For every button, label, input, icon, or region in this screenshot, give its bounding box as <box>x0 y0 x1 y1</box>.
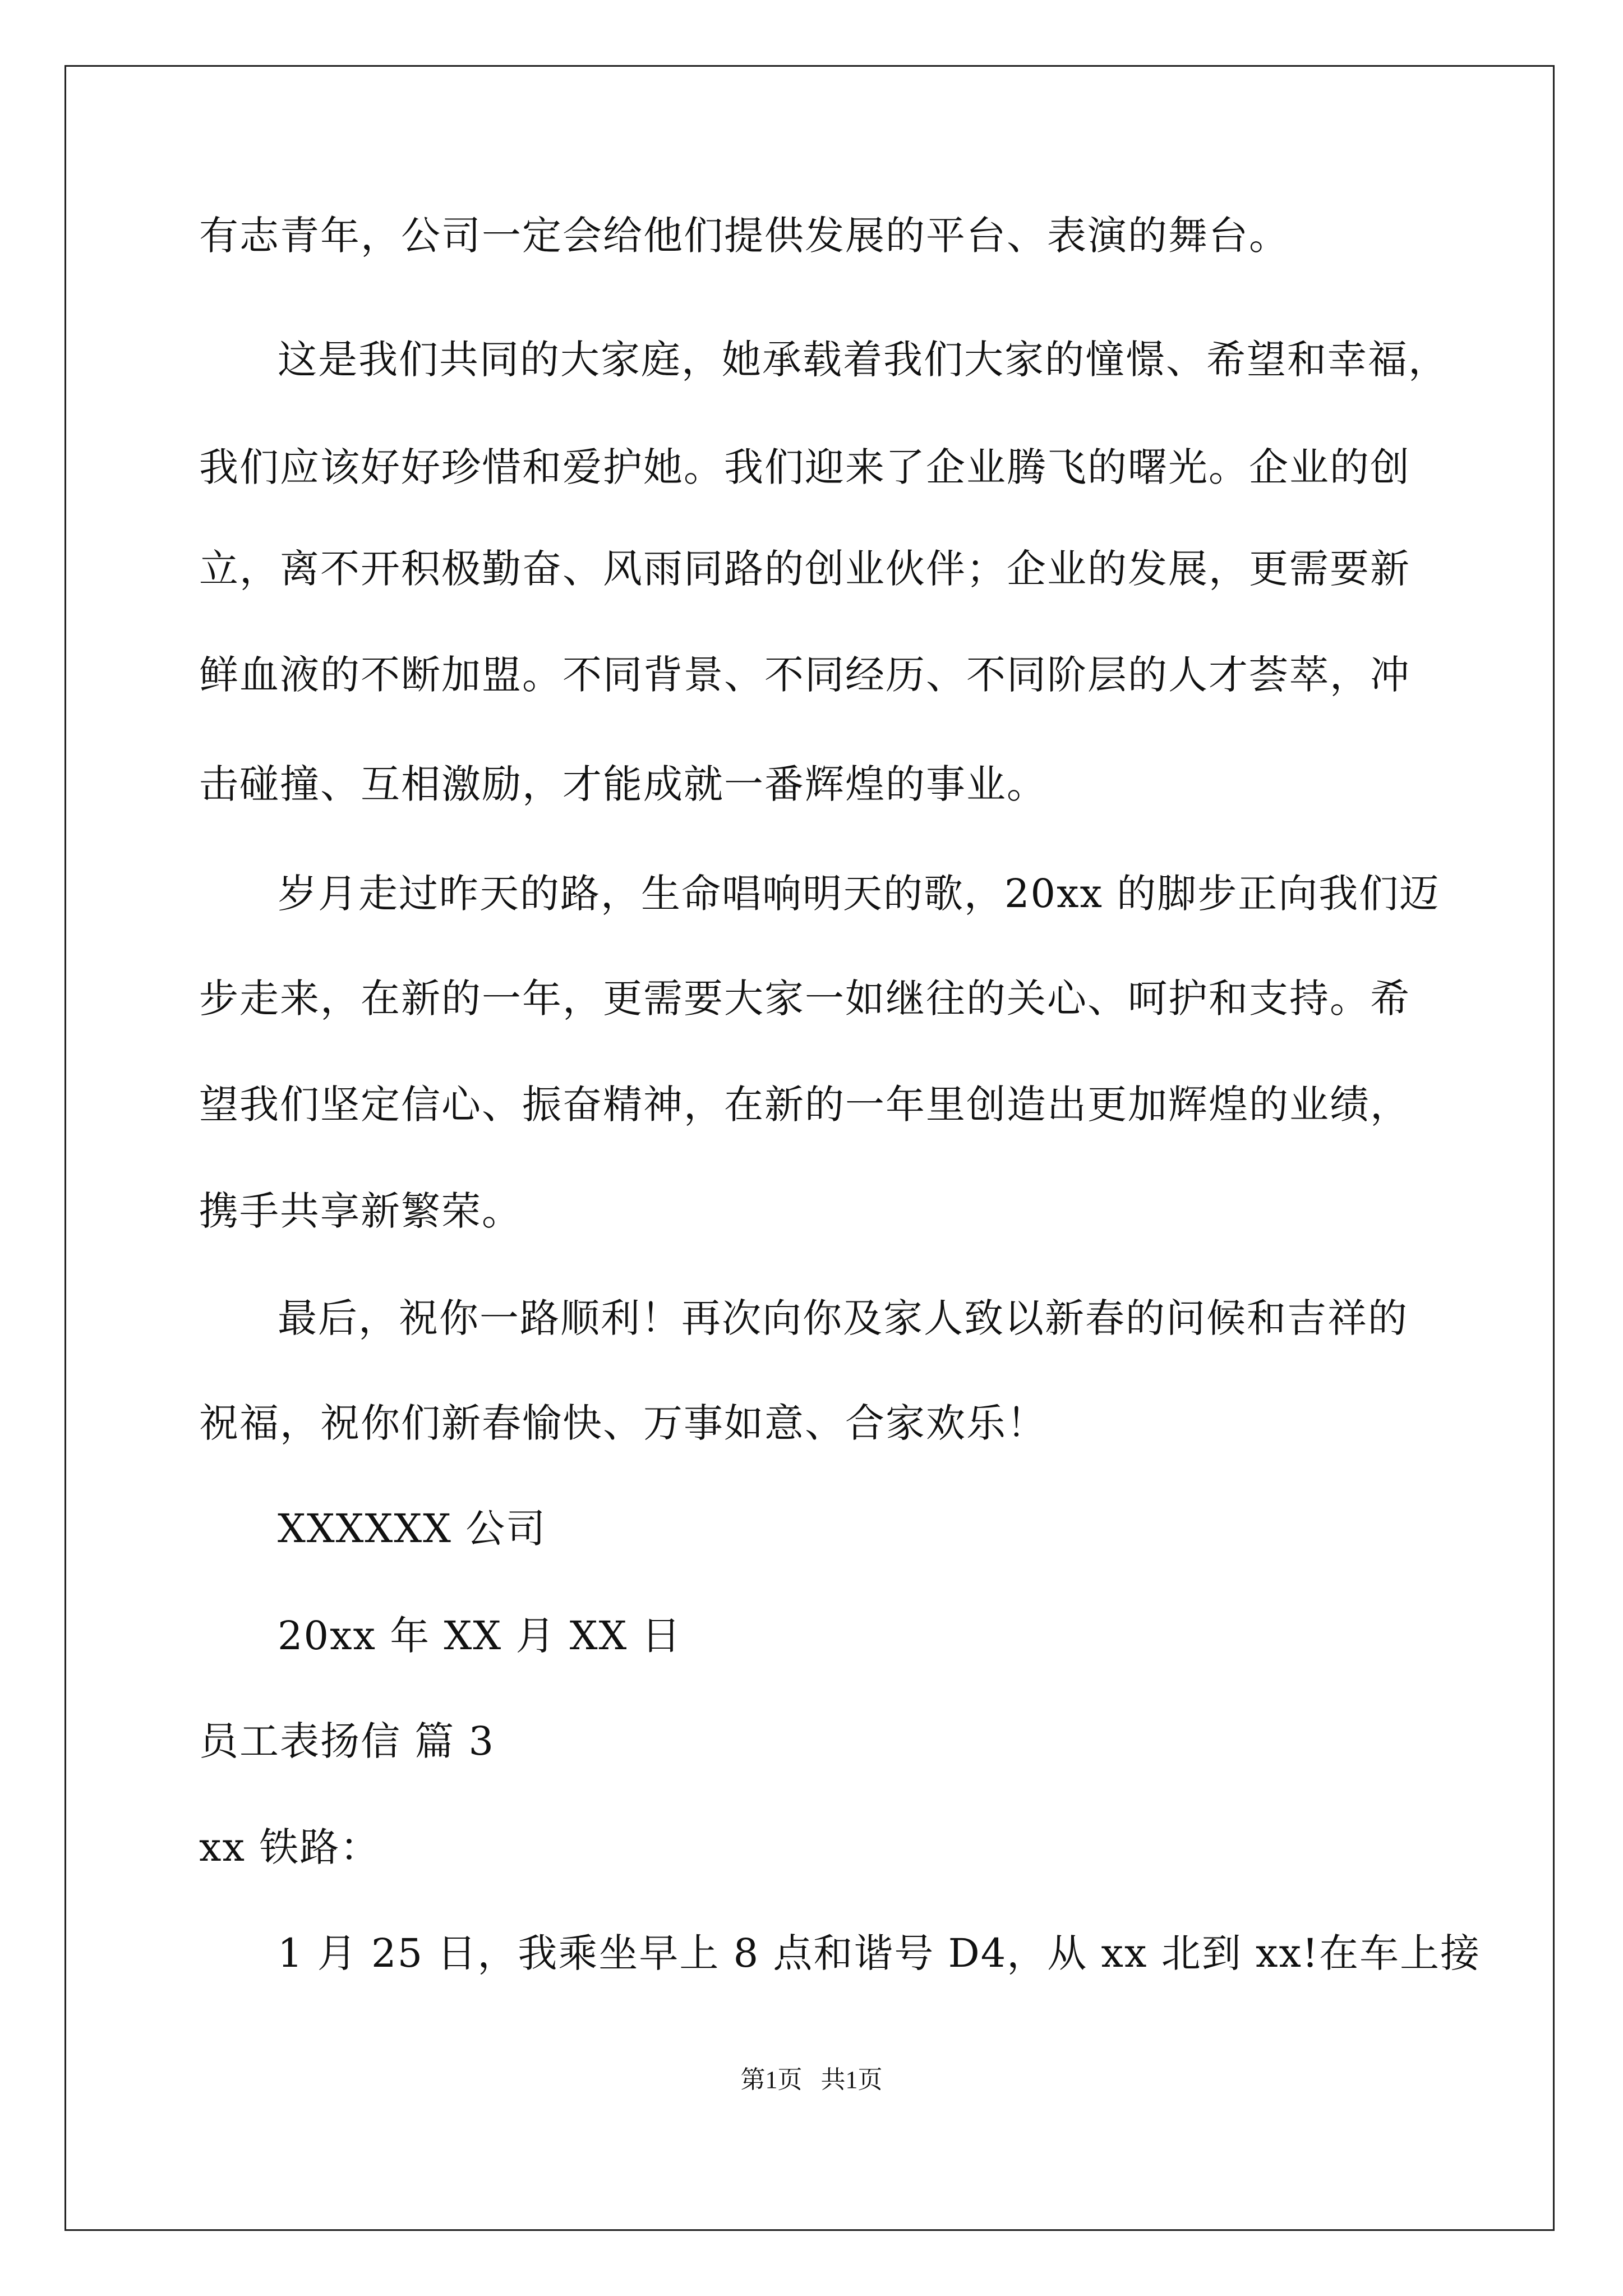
body-line-17: 1 月 25 日，我乘坐早上 8 点和谐号 D4，从 xx 北到 xx!在车上接 <box>278 1930 1481 1976</box>
body-line-7: 岁月走过昨天的路，生命唱响明天的歌，20xx 的脚步正向我们迈 <box>278 871 1440 917</box>
page-footer: 第1页 共1页 <box>740 2066 883 2093</box>
body-line-9: 望我们坚定信心、振奋精神，在新的一年里创造出更加辉煌的业绩， <box>199 1082 1410 1128</box>
signature-date: 20xx 年 XX 月 XX 日 <box>278 1613 682 1659</box>
body-line-4: 立，离不开积极勤奋、风雨同路的创业伙伴；企业的发展，更需要新 <box>199 546 1410 592</box>
body-line-6: 击碰撞、互相激励，才能成就一番辉煌的事业。 <box>199 761 1047 807</box>
body-line-10: 携手共享新繁荣。 <box>199 1188 522 1234</box>
body-line-2: 这是我们共同的大家庭，她承载着我们大家的憧憬、希望和幸福， <box>278 337 1449 383</box>
page-border <box>64 65 1555 2231</box>
body-line-3: 我们应该好好珍惜和爱护她。我们迎来了企业腾飞的曙光。企业的创 <box>199 444 1410 490</box>
body-line-11: 最后，祝你一路顺利！再次向你及家人致以新春的问候和吉祥的 <box>278 1295 1408 1341</box>
signature-company: XXXXXX 公司 <box>278 1506 547 1552</box>
body-line-8: 步走来，在新的一年，更需要大家一如继往的关心、呵护和支持。希 <box>199 976 1410 1022</box>
body-line-5: 鲜血液的不断加盟。不同背景、不同经历、不同阶层的人才荟萃，冲 <box>199 652 1410 698</box>
section-heading: 员工表扬信 篇 3 <box>199 1718 495 1764</box>
salutation: xx 铁路： <box>199 1824 381 1870</box>
body-line-1: 有志青年，公司一定会给他们提供发展的平台、表演的舞台。 <box>199 213 1289 259</box>
body-line-12: 祝福，祝你们新春愉快、万事如意、合家欢乐！ <box>199 1400 1047 1446</box>
